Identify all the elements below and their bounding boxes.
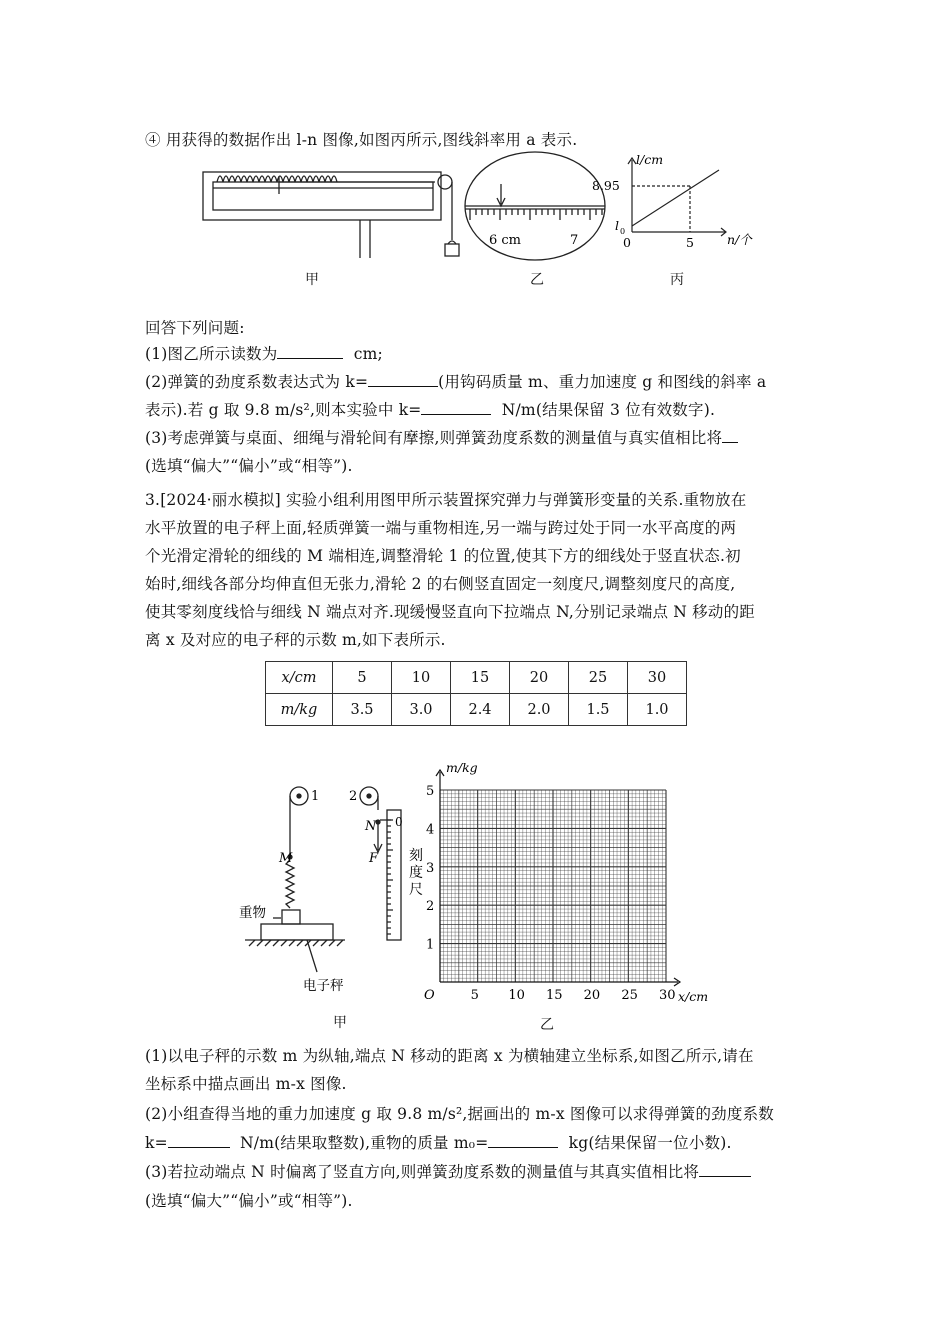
answer-blank[interactable]	[488, 1133, 558, 1148]
caption-bing: 丙	[670, 272, 684, 288]
y-tick-label: 2	[426, 899, 435, 915]
table-cell: 20	[510, 662, 569, 694]
x-tick-label: 25	[621, 988, 638, 1003]
ruler-text-3: 尺	[409, 882, 423, 898]
p3-line-2: 水平放置的电子秤上面,轻质弹簧一端与重物相连,另一端与跨过处于同一水平高度的两	[145, 519, 737, 537]
graph-bing	[628, 158, 726, 236]
bing-l0-sub: 0	[620, 227, 626, 236]
s2-line-2: k= N/m(结果取整数),重物的质量 m₀= kg(结果保留一位小数).	[145, 1134, 732, 1152]
yi-label-6cm: 6 cm	[489, 233, 522, 248]
p3-line-5: 使其零刻度线恰与细线 N 端点对齐.现缓慢竖直向下拉端点 N,分别记录端点 N 移动的距	[145, 603, 755, 621]
q3-line-2: (选填“偏大”“偏小”或“相等”).	[145, 457, 353, 475]
scale-label: 电子秤	[303, 978, 344, 994]
pulley-1-label: 1	[311, 789, 320, 804]
table-header-x: x/cm	[266, 662, 333, 694]
table-cell: 30	[628, 662, 687, 694]
table-cell: 3.5	[333, 694, 392, 726]
table-cell: 15	[451, 662, 510, 694]
y-tick-label: 5	[426, 784, 435, 799]
bing-y-value: 8.95	[592, 178, 620, 193]
answer-blank[interactable]	[277, 344, 343, 359]
label-M: M	[279, 851, 293, 866]
p3-line-6: 离 x 及对应的电子秤的示数 m,如下表所示.	[145, 631, 446, 649]
p3-line-4: 始时,细线各部分均伸直但无张力,滑轮 2 的右侧竖直固定一刻度尺,调整刻度尺的高度,	[145, 575, 736, 593]
p3-line-1: 3.[2024·丽水模拟] 实验小组利用图甲所示装置探究弹力与弹簧形变量的关系.重物放在	[145, 491, 747, 509]
answer-blank[interactable]	[421, 400, 491, 415]
caption-jia: 甲	[305, 272, 319, 288]
x-tick-label: 5	[470, 988, 479, 1003]
q2-line-2: 表示).若 g 取 9.8 m/s²,则本实验中 k= N/m(结果保留 3 位有效数字).	[145, 401, 716, 419]
ruler-text-1: 刻	[409, 848, 423, 864]
q3-line-1: (3)考虑弹簧与桌面、细绳与滑轮间有摩擦,则弹簧劲度系数的测量值与真实值相比将	[145, 426, 738, 448]
s2-line-1: (2)小组查得当地的重力加速度 g 取 9.8 m/s²,据画出的 m-x 图像可以求得弹簧的劲度系数	[145, 1105, 774, 1123]
x-tick-label: 30	[659, 988, 676, 1003]
x-tick-label: 10	[508, 988, 525, 1003]
pulley-2-label: 2	[349, 789, 358, 804]
weight-label: 重物	[239, 905, 266, 921]
answer-intro: 回答下列问题:	[145, 319, 245, 337]
ruler-text-2: 度	[409, 865, 423, 881]
q2-line-1: (2)弹簧的劲度系数表达式为 k= (用钩码质量 m、重力加速度 g 和图线的斜率 a	[145, 373, 767, 391]
bing-origin: 0	[623, 235, 631, 250]
y-axis-label: m/kg	[446, 760, 478, 775]
bing-l0: l	[615, 218, 619, 233]
y-tick-label: 1	[426, 937, 435, 953]
bing-ylabel: l/cm	[636, 152, 664, 167]
s1-line-2: 坐标系中描点画出 m-x 图像.	[145, 1075, 347, 1093]
table-header-m: m/kg	[266, 694, 333, 726]
yi-label-7: 7	[570, 233, 579, 248]
x-tick-label: 15	[546, 988, 563, 1003]
fig2-caption-yi: 乙	[540, 1017, 554, 1033]
data-table	[265, 661, 687, 726]
bing-xlabel: n/个	[727, 232, 752, 247]
apparatus-jia	[203, 172, 459, 258]
table-row	[266, 662, 687, 694]
p3-line-3: 个光滑定滑轮的细线的 M 端相连,调整滑轮 1 的位置,使其下方的细线处于竖直状态.初	[145, 547, 741, 565]
s3-line-1: (3)若拉动端点 N 时偏离了竖直方向,则弹簧劲度系数的测量值与其真实值相比将	[145, 1160, 751, 1182]
table-cell: 1.0	[628, 694, 687, 726]
table-cell: 25	[569, 662, 628, 694]
ruler-zero: 0	[395, 815, 403, 829]
caption-yi: 乙	[530, 272, 544, 288]
s1-line-1: (1)以电子秤的示数 m 为纵轴,端点 N 移动的距离 x 为横轴建立坐标系,如图乙所示,请在	[145, 1047, 754, 1065]
answer-blank[interactable]	[168, 1133, 230, 1148]
s3-line-2: (选填“偏大”“偏小”或“相等”).	[145, 1192, 353, 1210]
fig2-caption-jia: 甲	[333, 1015, 347, 1031]
answer-blank[interactable]	[722, 428, 738, 443]
x-axis-label: x/cm	[678, 989, 709, 1004]
label-N: N	[365, 819, 377, 834]
q1-line: (1)图乙所示读数为 cm;	[145, 345, 383, 363]
x-tick-label: 20	[583, 988, 601, 1003]
table-cell: 5	[333, 662, 392, 694]
table-cell: 3.0	[392, 694, 451, 726]
reading-yi	[465, 152, 605, 260]
label-F: F	[369, 851, 379, 866]
y-tick-label: 4	[426, 822, 435, 838]
step4-text: ④ 用获得的数据作出 l-n 图像,如图丙所示,图线斜率用 a 表示.	[145, 131, 578, 149]
figure-2-apparatus	[235, 780, 425, 1000]
bing-x-value: 5	[686, 235, 694, 250]
y-tick-label: 3	[426, 860, 435, 876]
table-cell: 10	[392, 662, 451, 694]
answer-blank[interactable]	[368, 372, 438, 387]
origin-label: O	[424, 988, 435, 1003]
table-cell: 1.5	[569, 694, 628, 726]
table-cell: 2.0	[510, 694, 569, 726]
answer-blank[interactable]	[699, 1162, 751, 1177]
table-row	[266, 694, 687, 726]
grid-chart[interactable]	[410, 760, 720, 1005]
table-cell: 2.4	[451, 694, 510, 726]
